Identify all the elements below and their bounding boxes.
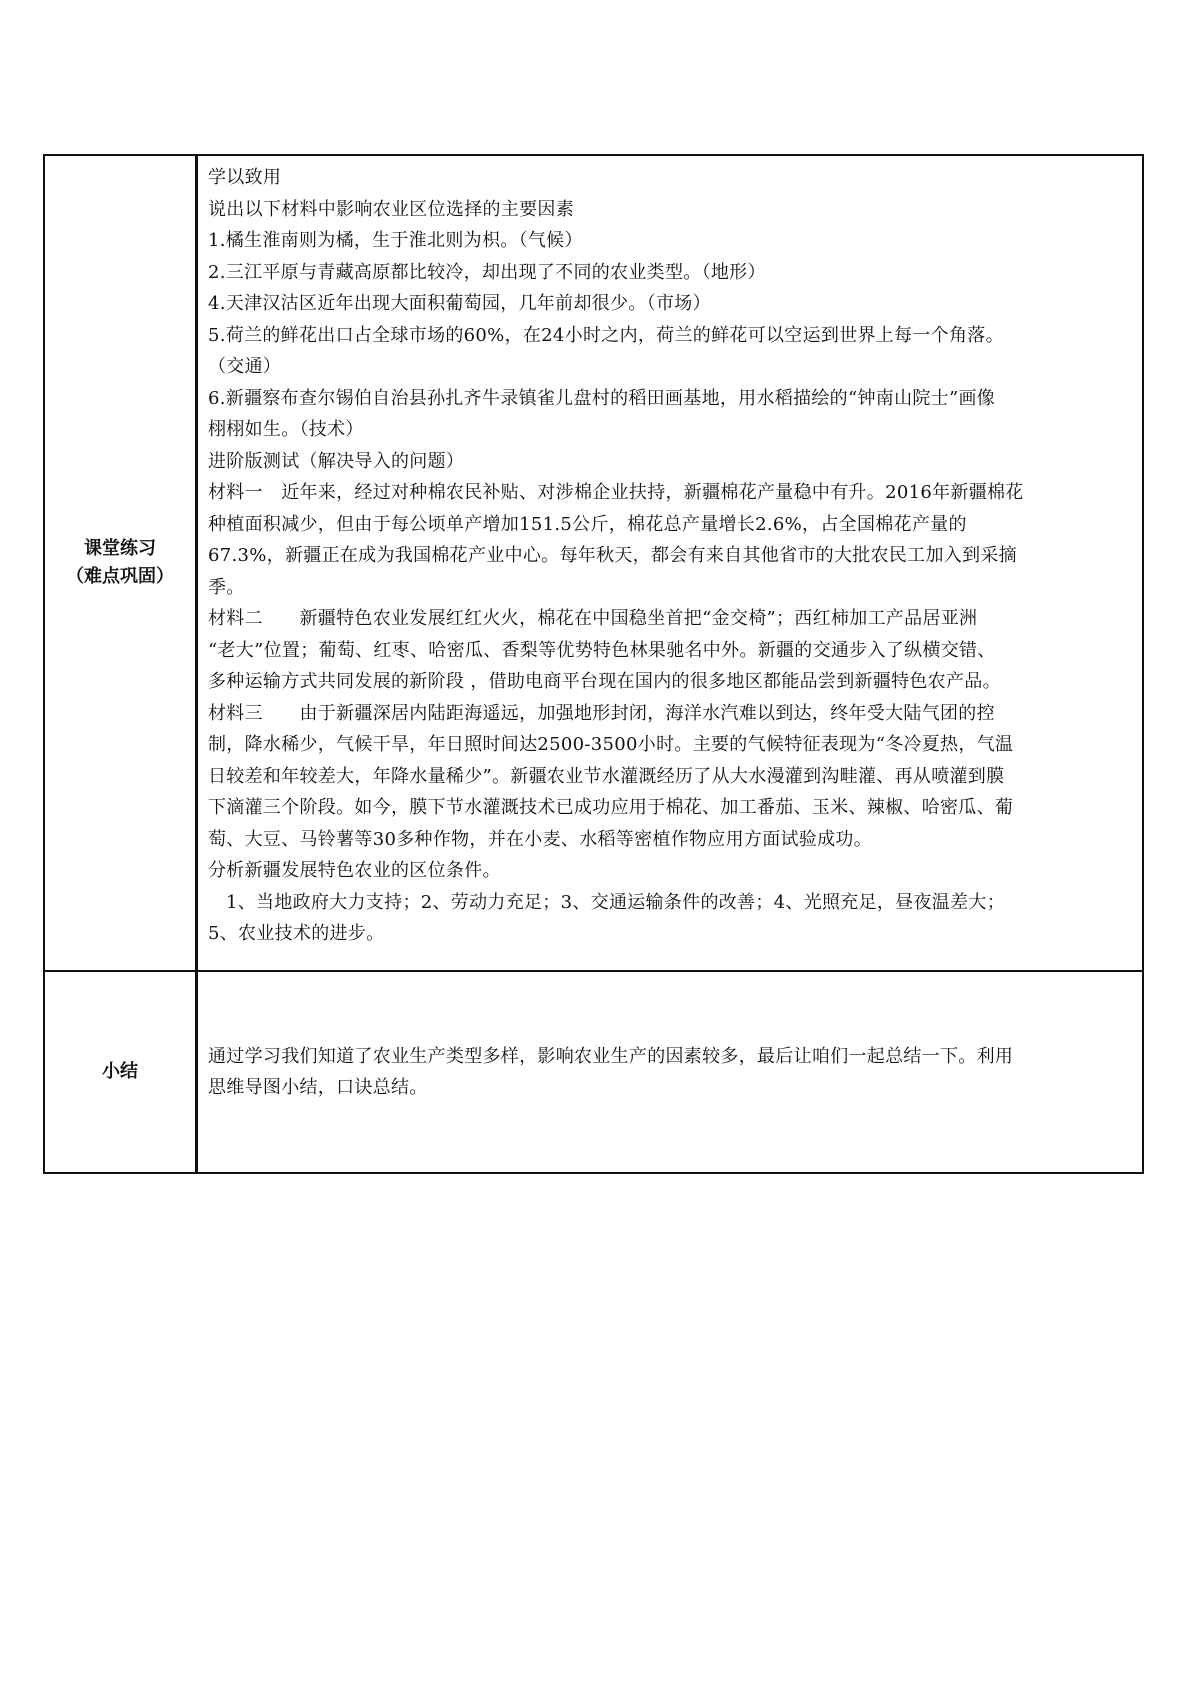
practice-sublabel: （难点巩固） [66,566,174,587]
lesson-table [43,154,1144,1174]
content-line: 2.三江平原与青藏高原都比较冷，却出现了不同的农业类型。（地形） [208,261,766,283]
content-line: 5.荷兰的鲜花出口占全球市场的60%，在24小时之内，荷兰的鲜花可以空运到世界上每一个角落。 [208,324,1004,346]
summary-label-cell [44,971,197,1173]
content-line: 多种运输方式共同发展的新阶段 ，借助电商平台现在国内的很多地区都能品尝到新疆特色农产品。 [208,671,1001,692]
summary-label: 小结 [102,1061,138,1082]
answer-line: 5、农业技术的进步。 [208,923,385,944]
content-line: 种植面积减少，但由于每公顷单产增加151.5公斤，棉花总产量增长2.6%，占全国棉花产量的 [208,513,967,535]
practice-label-cell [44,155,197,971]
content-line: 说出以下材料中影响农业区位选择的主要因素 [208,198,574,220]
summary-row [44,971,1143,1173]
content-line: 栩栩如生。（技术） [208,419,364,440]
content-line: 季。 [208,576,245,598]
content-line: 日较差和年较差大，年降水量稀少”。新疆农业节水灌溉经历了从大水漫灌到沟畦灌、再从喷灌到膜 [208,765,1005,787]
content-line: 6.新疆察布查尔锡伯自治县孙扎齐牛录镇雀儿盘村的稻田画基地，用水稻描绘的“钟南山院士”画像 [208,387,996,409]
content-line: “老大”位置；葡萄、红枣、哈密瓜、香梨等优势特色林果驰名中外。新疆的交通步入了纵横交错、 [208,639,996,661]
content-line: 进阶版测试（解决导入的问题） [208,450,465,472]
content-line: 学以致用 [208,167,282,188]
content-line: 材料一 近年来，经过对种棉农民补贴、对涉棉企业扶持，新疆棉花产量稳中有升。2016年新疆棉花 [208,482,1024,503]
content-line: 材料三 由于新疆深居内陆距海遥远，加强地形封闭，海洋水汽难以到达，终年受大陆气团的控 [208,702,995,724]
answer-line: 1、当地政府大力支持；2、劳动力充足；3、交通运输条件的改善；4、光照充足，昼夜温差大； [226,891,1006,913]
summary-content [197,971,1144,1173]
practice-label: 课堂练习 [84,538,156,559]
content-line: 下滴灌三个阶段。如今，膜下节水灌溉技术已成功应用于棉花、加工番茄、玉米、辣椒、哈密瓜、葡 [208,797,1014,818]
content-line: 材料二 新疆特色农业发展红红火火，棉花在中国稳坐首把“金交椅”；西红柿加工产品居亚洲 [208,608,978,629]
content-line: 1.橘生淮南则为橘，生于淮北则为枳。（气候） [208,230,583,251]
summary-line: 通过学习我们知道了农业生产类型多样，影响农业生产的因素较多，最后让咱们一起总结一下。利用 [208,1045,1014,1067]
content-line: 4.天津汉沽区近年出现大面积葡萄园，几年前却很少。（市场） [208,293,711,314]
practice-row [44,155,1143,971]
practice-content [197,155,1144,971]
content-line: 萄、大豆、马铃薯等30多种作物，并在小麦、水稻等密植作物应用方面试验成功。 [208,828,873,850]
content-line: （交通） [208,356,282,377]
content-line: 67.3%，新疆正在成为我国棉花产业中心。每年秋天，都会有来自其他省市的大批农民工加入到采摘 [208,545,1017,566]
content-line: 分析新疆发展特色农业的区位条件。 [208,860,501,881]
content-line: 制，降水稀少，气候干旱，年日照时间达2500-3500小时。主要的气候特征表现为“冬冷夏热，气温 [208,734,1014,755]
summary-line: 思维导图小结，口诀总结。 [208,1077,428,1098]
